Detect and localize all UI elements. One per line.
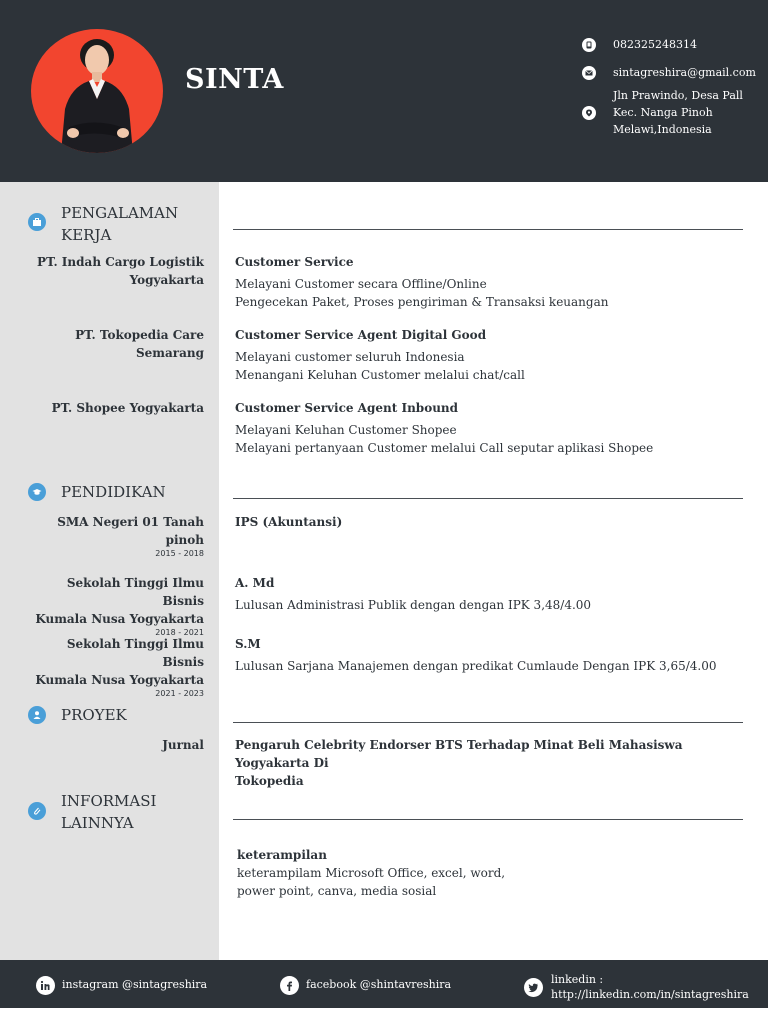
experience-role: Customer Service Agent Inbound — [235, 401, 459, 415]
address-line-3: Melawi,Indonesia — [613, 123, 712, 136]
linkedin-url[interactable]: http://linkedin.com/in/sintagreshira — [551, 988, 749, 1001]
person-icon — [28, 706, 46, 724]
divider-education — [233, 498, 743, 499]
skills-line: power point, canva, media sosial — [237, 884, 437, 898]
experience-role: Customer Service — [235, 255, 354, 269]
divider-experience — [233, 229, 743, 230]
education-school-2: Sekolah Tinggi Ilmu Bisnis Kumala Nusa Yogyakarta 2018 - 2021 — [35, 576, 204, 637]
paperclip-icon — [28, 802, 46, 820]
skills-line: keterampilam Microsoft Office, excel, word, — [237, 866, 506, 880]
skills-heading: keterampilan — [237, 848, 327, 862]
education-years: 2018 - 2021 — [155, 628, 204, 637]
project-detail — [235, 736, 743, 790]
instagram-handle[interactable]: instagram @sintagreshira — [62, 978, 208, 991]
experience-org-1: PT. Indah Cargo Logistik Yogyakarta — [37, 255, 204, 287]
linkedin-icon-small — [36, 976, 55, 995]
education-detail-2: A. Md Lulusan Administrasi Publik dengan dengan IPK 3,48/4.00 — [235, 574, 743, 614]
education-degree: S.M — [235, 637, 261, 651]
section-education-title: PENDIDIKAN — [61, 483, 166, 501]
experience-org-3: PT. Shopee Yogyakarta — [51, 401, 204, 415]
project-label: Jurnal — [162, 738, 204, 752]
education-school-3: Sekolah Tinggi Ilmu Bisnis Kumala Nusa Yogyakarta 2021 - 2023 — [35, 637, 204, 698]
address-line-1: Jln Prawindo, Desa Pall — [613, 89, 743, 102]
section-other-title: INFORMASI LAINNYA — [61, 792, 157, 832]
divider-other — [233, 819, 743, 820]
education-school-1: SMA Negeri 01 Tanah pinoh 2015 - 2018 — [34, 513, 204, 559]
profile-name: SINTA — [185, 64, 284, 95]
sidebar — [0, 182, 219, 960]
experience-detail-1: Customer Service Melayani Customer secara Offline/Online Pengecekan Paket, Proses pengiriman & Transaksi keuangan — [235, 253, 743, 311]
section-experience-title: PENGALAMAN KERJA — [61, 204, 179, 244]
facebook-handle[interactable]: facebook @shintavreshira — [306, 978, 452, 991]
footer — [0, 960, 768, 1008]
linkedin-link[interactable] — [551, 972, 749, 1002]
profile-photo — [31, 29, 163, 153]
facebook-icon — [280, 976, 299, 995]
skills-block — [237, 846, 745, 900]
briefcase-icon — [28, 213, 46, 231]
twitter-icon — [524, 978, 543, 997]
address-line-2: Kec. Nanga Pinoh — [613, 106, 713, 119]
education-detail-3: S.M Lulusan Sarjana Manajemen dengan predikat Cumlaude Dengan IPK 3,65/4.00 — [235, 635, 743, 675]
experience-role: Customer Service Agent Digital Good — [235, 328, 487, 342]
experience-detail-3: Customer Service Agent Inbound Melayani Keluhan Customer Shopee Melayani pertanyaan Customer melalui Call seputar aplikasi Shopee — [235, 399, 743, 457]
experience-detail-2: Customer Service Agent Digital Good Melayani customer seluruh Indonesia Menangani Keluhan Customer melalui chat/call — [235, 326, 743, 384]
location-pin-icon — [582, 106, 596, 120]
education-degree: A. Md — [235, 576, 275, 590]
divider-project — [233, 722, 743, 723]
person-silhouette — [31, 29, 163, 153]
education-years: 2015 - 2018 — [155, 549, 204, 558]
email-icon — [582, 66, 596, 80]
phone-icon — [582, 38, 596, 52]
project-title: Pengaruh Celebrity Endorser BTS Terhadap Minat Beli Mahasiswa Yogyakarta Di Tokopedia — [235, 738, 683, 788]
graduation-cap-icon — [28, 483, 46, 501]
phone-number[interactable]: 082325248314 — [613, 38, 697, 51]
education-detail-1 — [235, 513, 743, 535]
header — [0, 0, 768, 182]
email-address[interactable]: sintagreshira@gmail.com — [613, 66, 756, 79]
section-project-title: PROYEK — [61, 706, 127, 724]
linkedin-label: linkedin : — [551, 973, 604, 986]
education-years: 2021 - 2023 — [155, 689, 204, 698]
experience-org-2: PT. Tokopedia Care Semarang — [75, 328, 204, 360]
education-degree: IPS (Akuntansi) — [235, 515, 343, 529]
